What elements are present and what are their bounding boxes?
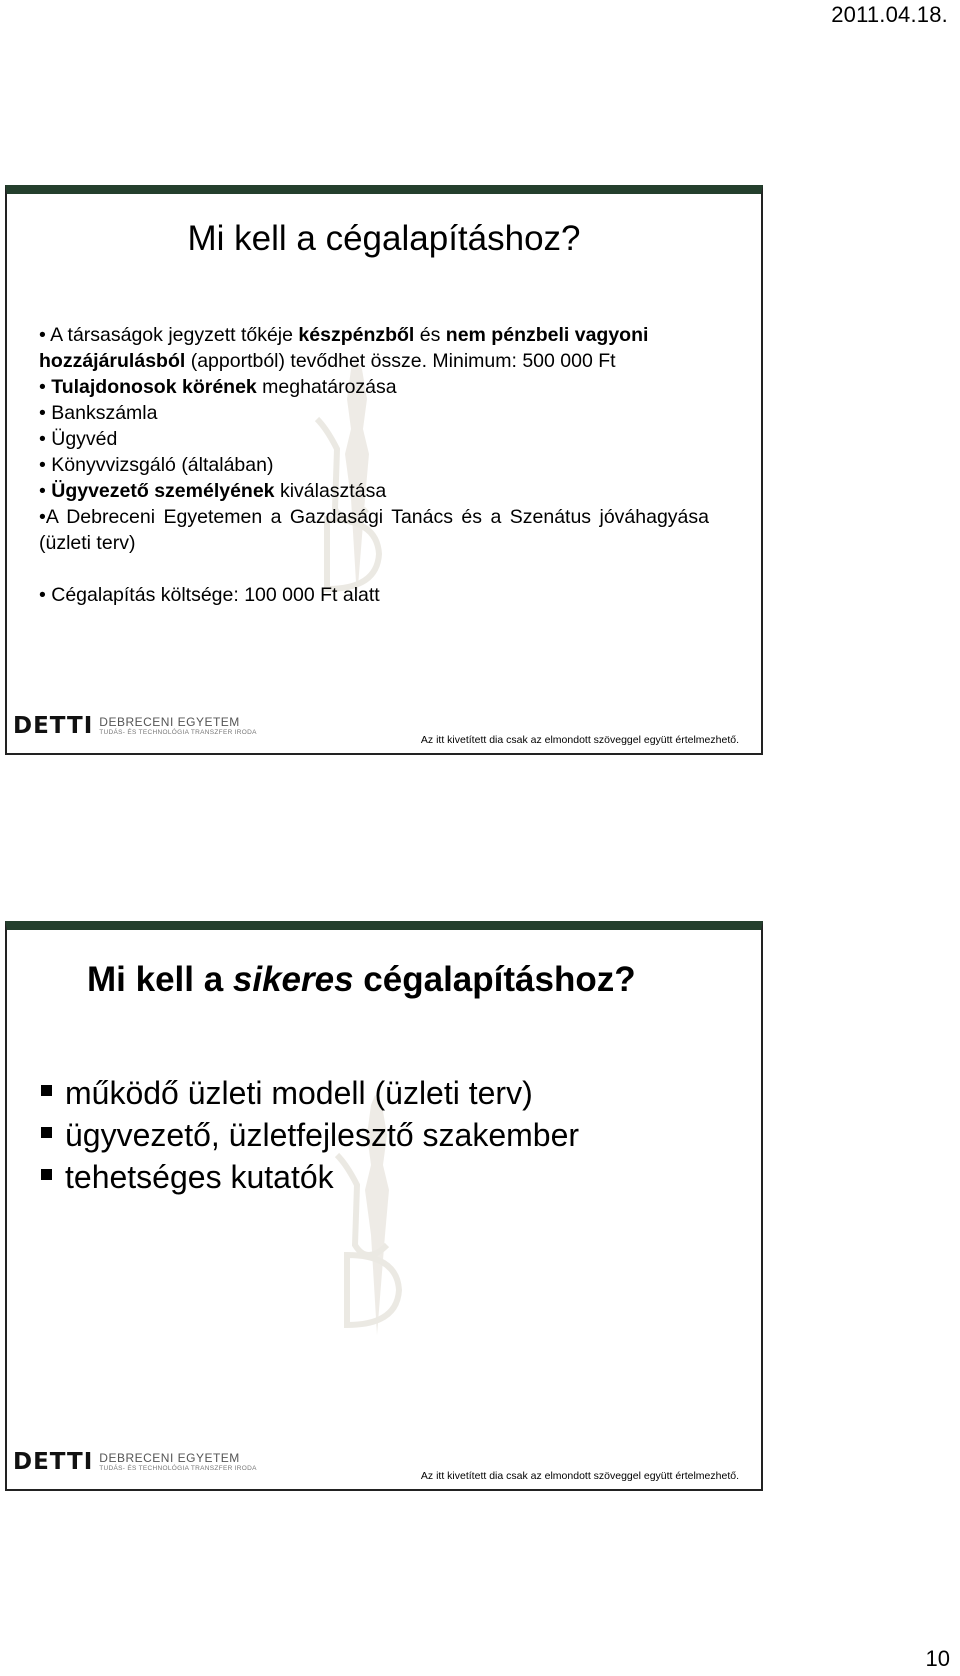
detti-logo — [13, 713, 257, 739]
logo-line1: DEBRECENI EGYETEM — [99, 714, 240, 729]
list-item: • Bankszámla — [39, 402, 158, 424]
footer-disclaimer: Az itt kivetített dia csak az elmondott szöveggel együtt értelmezhető. — [420, 1470, 739, 1482]
list-item: •A Debreceni Egyetemen a Gazdasági Tanács és a Szenátus jóváhagyása (üzleti terv) — [39, 506, 709, 554]
list-item: • Cégalapítás költsége: 100 000 Ft alatt — [39, 584, 380, 606]
logo-line2: TUDÁS- ÉS TECHNOLÓGIA TRANSZFER IRODA — [99, 728, 257, 736]
list-item: működő üzleti modell (üzleti terv) — [39, 1072, 579, 1114]
slide-1-bullet-list — [39, 322, 709, 608]
slide-2 — [5, 921, 763, 1491]
page-number: 10 — [925, 1646, 950, 1671]
list-item: • Könyvvizsgáló (általában) — [39, 454, 274, 476]
slide-2-title: Mi kell a sikeres cégalapításhoz? — [87, 960, 636, 999]
list-item: • A társaságok jegyzett tőkéje készpénzből és nem pénzbeli vagyoni hozzájárulásból (apportból) tevődhet össze. Minimum: 500 000 Ft — [39, 324, 649, 372]
list-item: • Tulajdonosok körének meghatározása — [39, 376, 397, 398]
logo-mark: DETTI — [13, 713, 94, 739]
list-item: • Ügyvezető személyének kiválasztása — [39, 480, 387, 502]
slide-1-title: Mi kell a cégalapításhoz? — [187, 219, 581, 258]
logo-mark: DETTI — [13, 1449, 94, 1475]
slide-2-bullet-list — [39, 1072, 579, 1198]
detti-logo — [13, 1449, 257, 1475]
document-date: 2011.04.18. — [831, 2, 948, 27]
list-item: • Ügyvéd — [39, 428, 118, 450]
list-item: tehetséges kutatók — [39, 1156, 579, 1198]
footer-disclaimer: Az itt kivetített dia csak az elmondott szöveggel együtt értelmezhető. — [420, 734, 739, 746]
logo-line2: TUDÁS- ÉS TECHNOLÓGIA TRANSZFER IRODA — [99, 1464, 257, 1472]
logo-line1: DEBRECENI EGYETEM — [99, 1450, 240, 1465]
list-item: ügyvezető, üzletfejlesztő szakember — [39, 1114, 579, 1156]
slide-1 — [5, 185, 763, 755]
